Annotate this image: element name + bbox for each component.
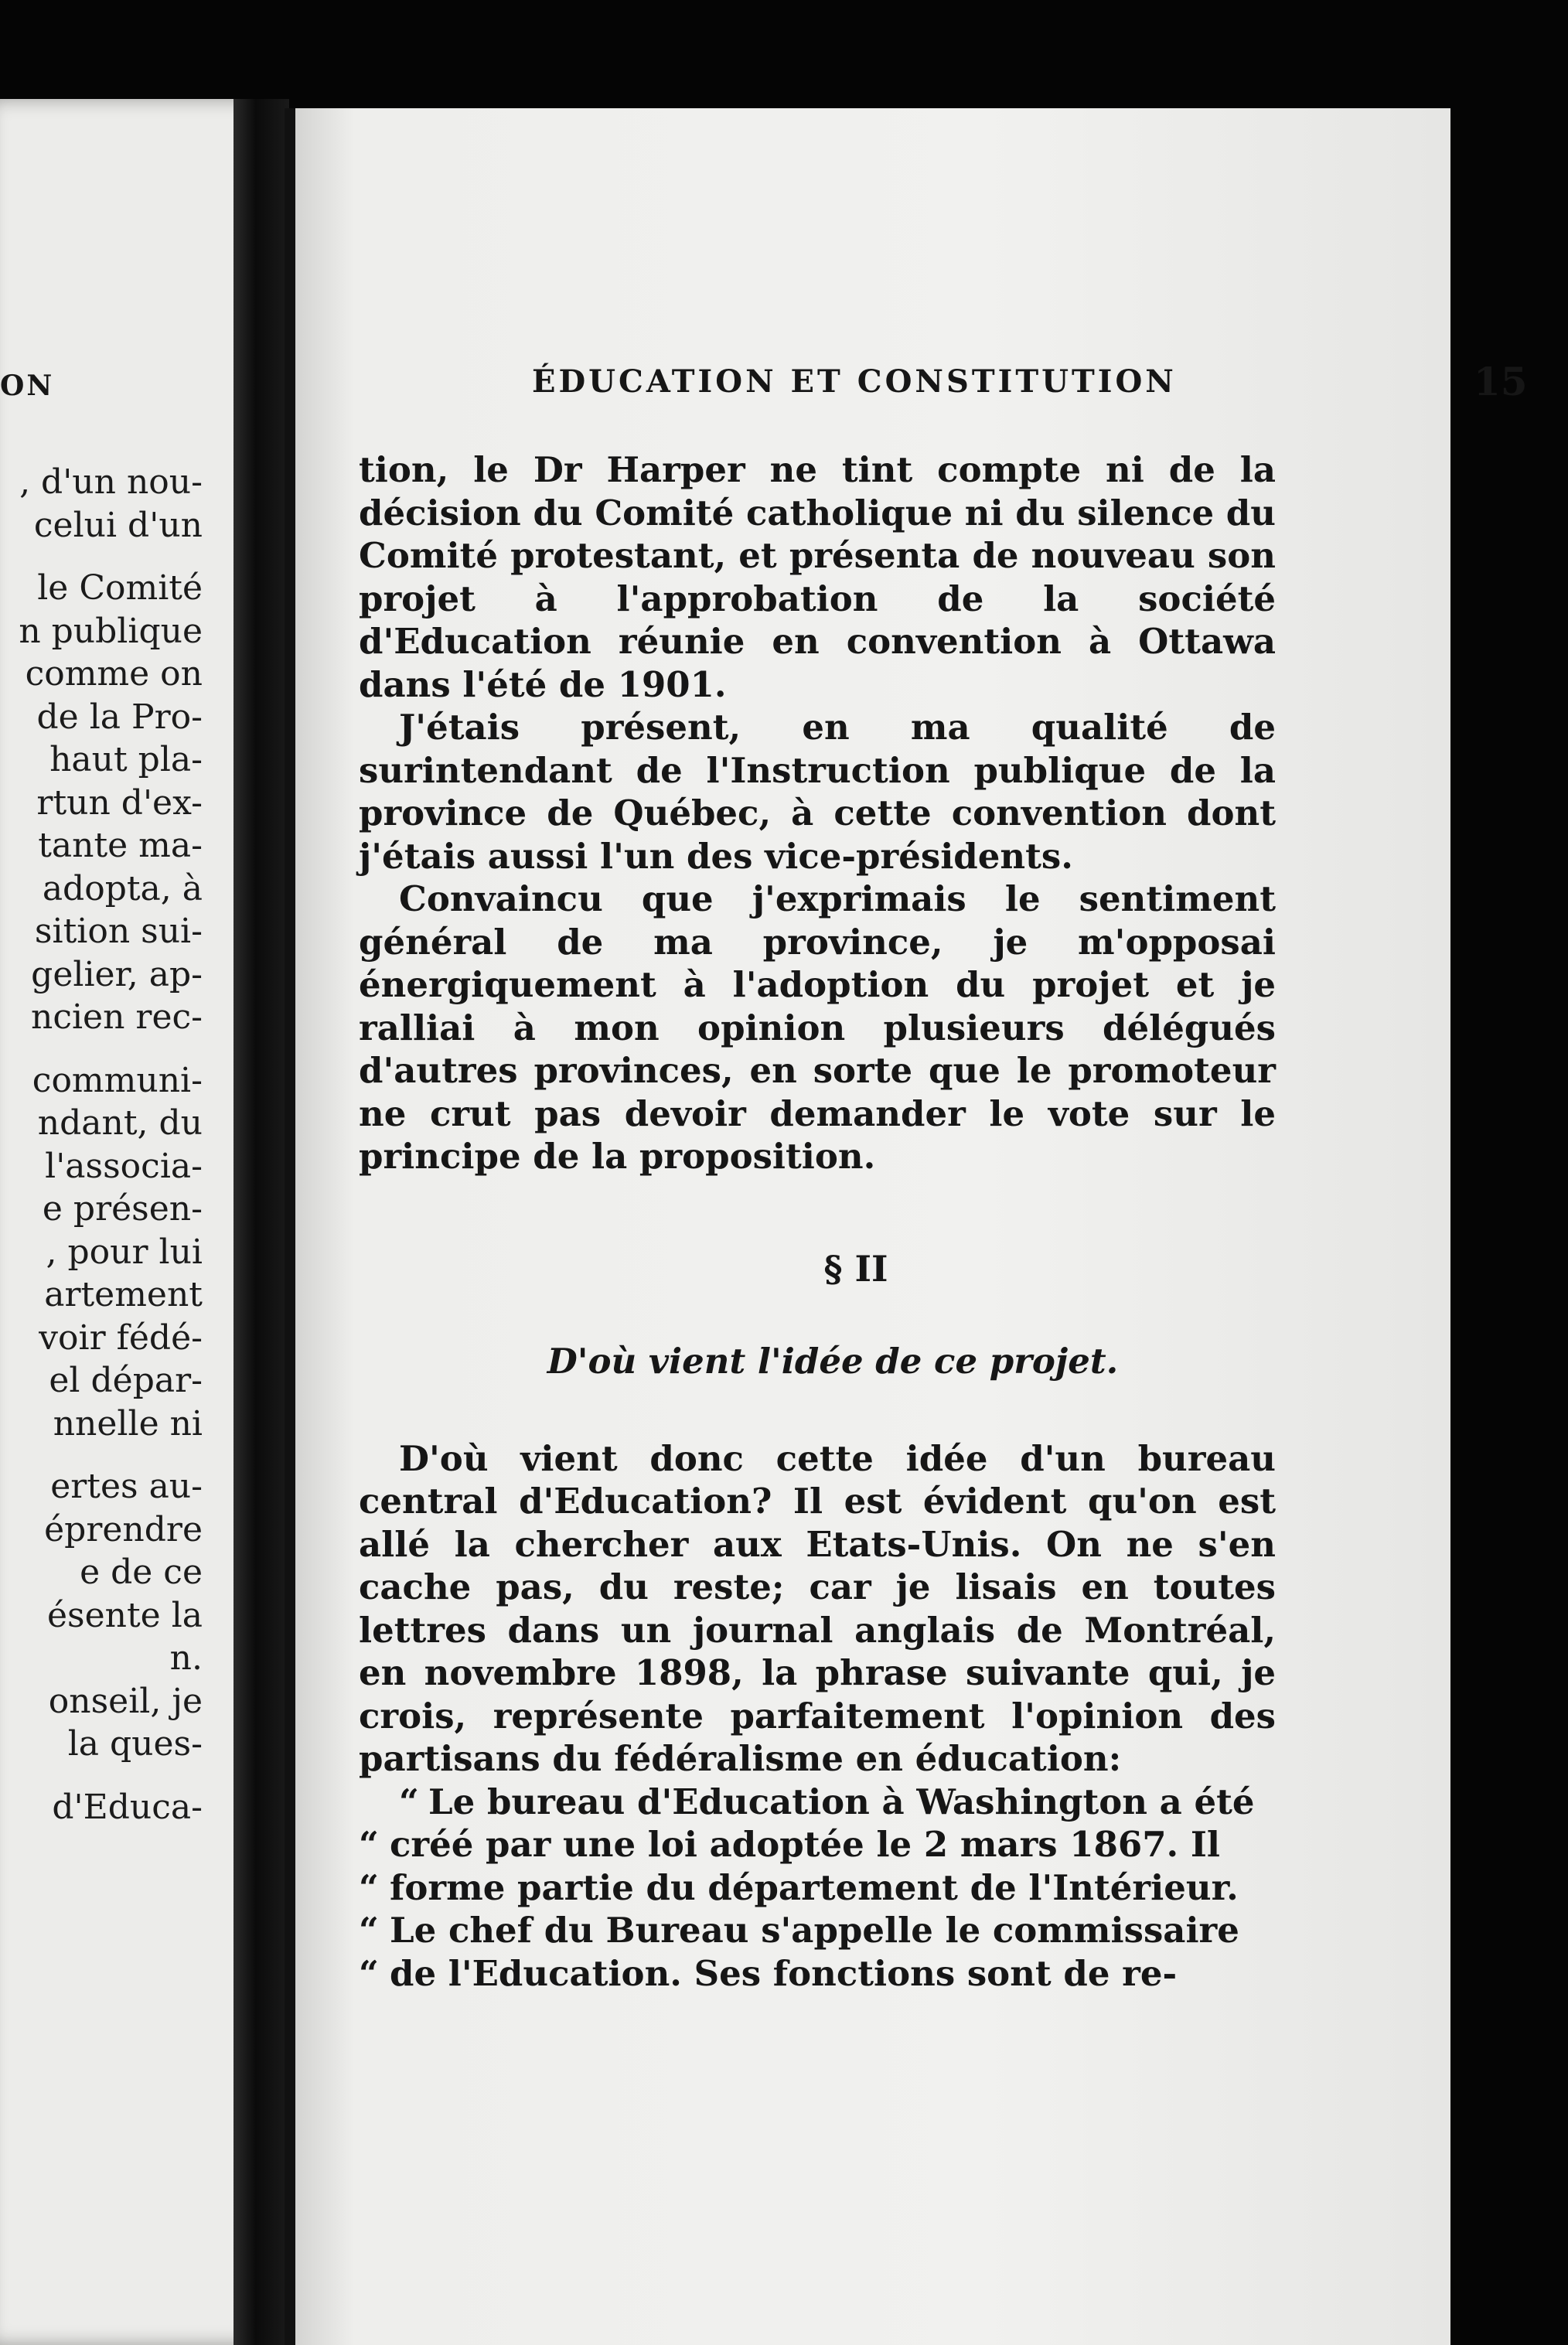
quote-line: [359, 1866, 1276, 1910]
block-quote: [359, 1781, 1276, 1996]
left-page-line: le Comité: [37, 568, 203, 608]
quote-mark: “: [359, 1866, 379, 1908]
quote-line: [359, 1952, 1276, 1996]
quote-line: [359, 1781, 1276, 1824]
section-number: § II: [823, 1247, 888, 1290]
left-page-line: ertes au-: [50, 1467, 203, 1506]
left-page-line: éprendre: [44, 1509, 203, 1549]
left-page-line: d'Educa-: [52, 1787, 203, 1827]
left-page-line: rtun d'ex-: [36, 782, 203, 823]
quote-mark: “: [359, 1824, 379, 1865]
page-number: 15: [1474, 359, 1528, 404]
left-page-line: ndant, du: [37, 1103, 203, 1143]
running-header-title: ÉDUCATION ET CONSTITUTION: [532, 363, 1177, 400]
left-page-line: sition sui-: [34, 912, 203, 951]
right-page: [285, 108, 1528, 2345]
quote-line-text: Le bureau d'Education à Washington a été: [428, 1781, 1255, 1822]
left-page-line: haut pla-: [49, 740, 203, 779]
paragraph: J'étais présent, en ma qualité de surintendant de l'Instruction publique de la province de Québec, à cette convention dont j'étais aussi l'un des vice-présidents.: [359, 707, 1276, 877]
section-spacer: [359, 1383, 1276, 1437]
quote-line-text: de l'Education. Ses fonctions sont de re-: [390, 1952, 1178, 1994]
left-page-line: tante ma-: [38, 826, 203, 865]
left-page-line: communi-: [32, 1060, 203, 1100]
left-page-line: el dépar-: [49, 1361, 203, 1400]
quote-line: [359, 1823, 1276, 1866]
section-title: D'où vient l'idée de ce projet.: [547, 1341, 1119, 1382]
left-page-line: e de ce: [80, 1553, 203, 1592]
left-page-line: adopta, à: [42, 868, 203, 908]
paragraph: Convaincu que j'exprimais le sentiment général de ma province, je m'opposai énergiquement à l'adoption du projet et je ralliai à mon opinion plusieurs délégués d'autres provinces, en sorte que le promoteur ne crut pas devoir demander le vote sur le principe de la proposition.: [359, 878, 1276, 1177]
left-page-line: , d'un nou-: [19, 462, 203, 502]
left-page-line: gelier, ap-: [31, 954, 203, 994]
left-page-line: voir fédé-: [39, 1317, 203, 1358]
quote-line-text: créé par une loi adoptée le 2 mars 1867. Il: [390, 1824, 1221, 1865]
left-page-line: de la Pro-: [36, 697, 203, 737]
left-page-line: onseil, je: [48, 1681, 203, 1721]
quote-mark: “: [359, 1910, 379, 1951]
left-page-line: n.: [169, 1638, 203, 1678]
paragraph-continued: tion, le Dr Harper ne tint compte ni de la décision du Comité catholique ni du silence du Comité protestant, et présenta de nouveau son projet à l'approbation de la société d'Education réunie en convention à Ottawa dans l'été de 1901.: [359, 449, 1276, 705]
left-page-line: la ques-: [67, 1724, 203, 1764]
left-page-line: ésente la: [46, 1595, 203, 1635]
running-header: [532, 359, 1568, 410]
quote-line: [359, 1909, 1276, 1952]
left-page-line: artement: [44, 1275, 203, 1314]
left-running-header: ON: [0, 370, 55, 402]
left-page-line: e présen-: [42, 1189, 203, 1229]
book-gutter: [233, 99, 289, 2345]
quote-line-text: forme partie du département de l'Intérieur.: [390, 1866, 1239, 1908]
left-page-line: celui d'un: [33, 505, 203, 545]
body-text: [359, 448, 1276, 1995]
left-page-fragment: [0, 99, 272, 2345]
quote-line-text: Le chef du Bureau s'appelle le commissaire: [390, 1910, 1239, 1951]
left-page-line: ncien rec-: [31, 997, 203, 1037]
left-page-line: l'associa-: [45, 1146, 203, 1186]
quote-mark: “: [399, 1781, 419, 1822]
left-page-line: n publique: [19, 611, 203, 651]
quote-mark: “: [359, 1952, 379, 1994]
left-page-line: , pour lui: [46, 1232, 203, 1272]
left-page-line: nnelle ni: [53, 1403, 203, 1443]
left-page-line: comme on: [25, 654, 203, 694]
paragraph: D'où vient donc cette idée d'un bureau central d'Education? Il est évident qu'on est allé la chercher aux Etats-Unis. On ne s'en cache pas, du reste; car je lisais en toutes lettres dans un journal anglais de Montréal, en novembre 1898, la phrase suivante qui, je crois, représente parfaitement l'opinion des partisans du fédéralisme en éducation:: [359, 1437, 1276, 1779]
